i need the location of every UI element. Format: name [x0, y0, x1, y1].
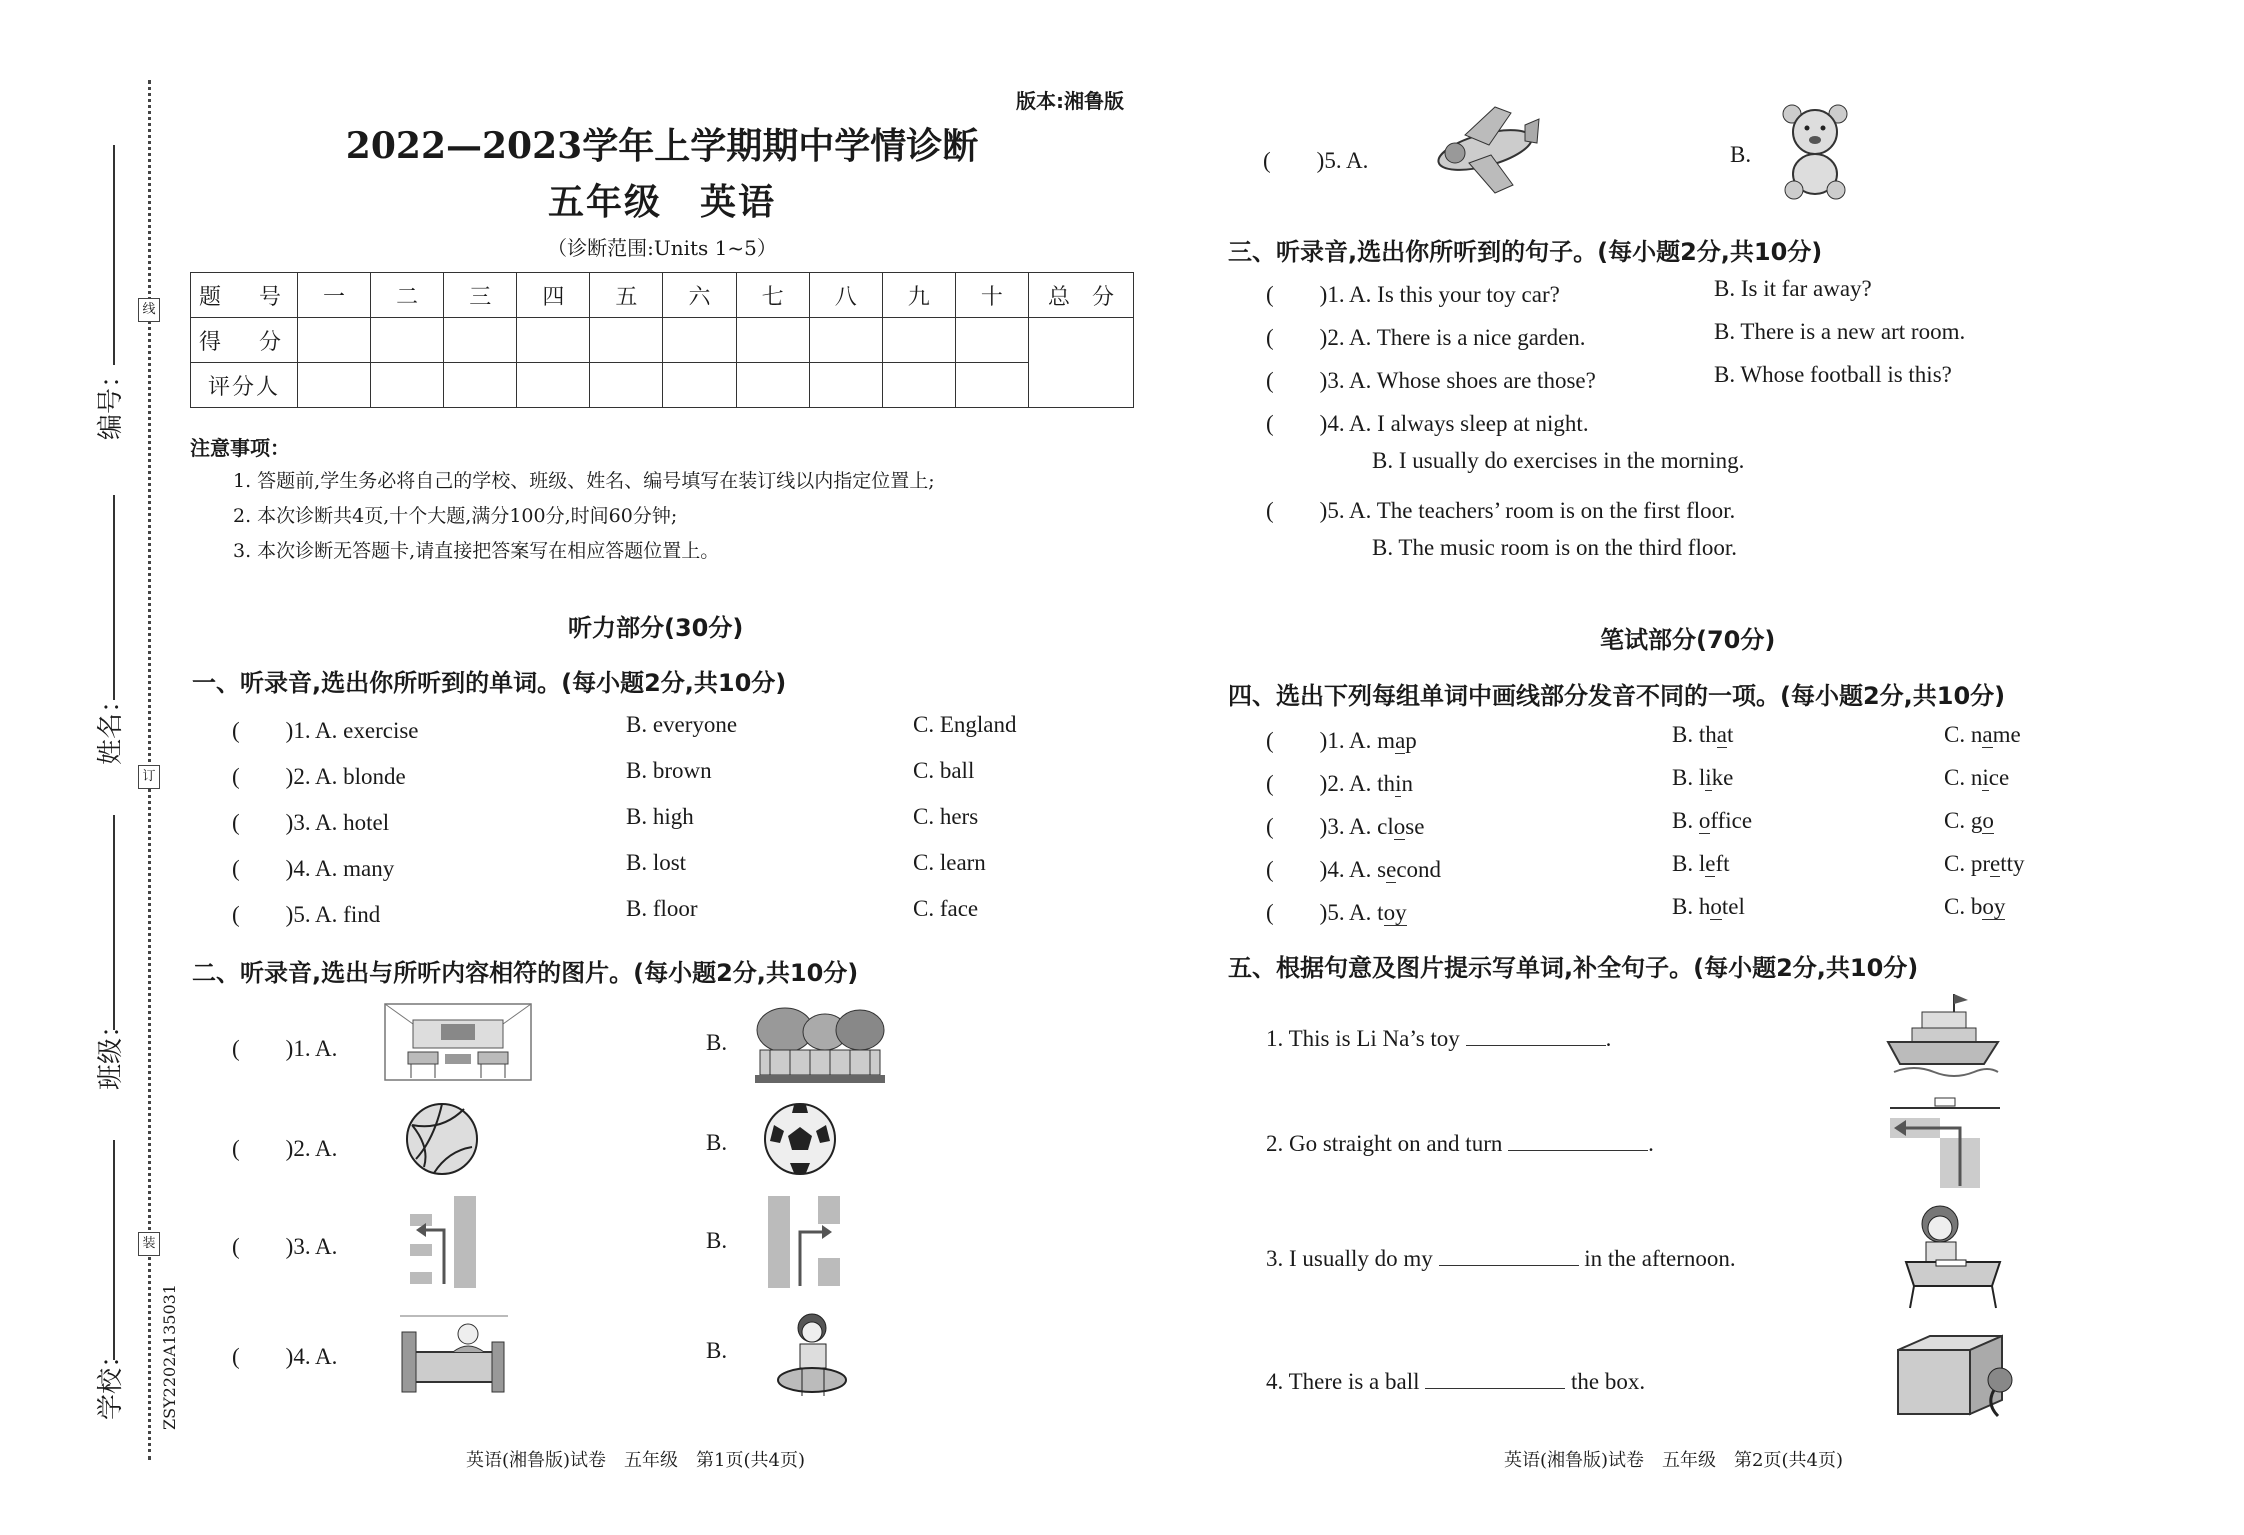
s3-item-5-b: B. The music room is on the third floor. — [1372, 535, 1737, 560]
s3-item-3-b: B. Whose football is this? — [1714, 362, 1952, 387]
s1-item-1-a: ( )1. A. exercise — [232, 718, 419, 743]
listening-part-title: 听力部分(30分) — [568, 614, 744, 642]
s5-item-2: 2. Go straight on and turn . — [1266, 1131, 1654, 1156]
exam-subtitle: 五年级 英语 — [547, 181, 776, 223]
number-field[interactable] — [113, 145, 115, 365]
section5-heading: 五、根据句意及图片提示写单词,补全句子。(每小题2分,共10分) — [1228, 954, 1919, 982]
grader-cell[interactable] — [517, 363, 590, 408]
garden-picture — [750, 1000, 890, 1085]
s4-item-1-a: ( )1. A. map — [1266, 728, 1417, 753]
section1-heading: 一、听录音,选出你所听到的单词。(每小题2分,共10分) — [192, 669, 787, 697]
s1-item-5-a: ( )5. A. find — [232, 902, 381, 927]
s4-item-5-c: C. boy — [1944, 894, 2006, 919]
box-with-ball-picture — [1890, 1330, 2020, 1422]
score-head-cell: 总 分 — [1029, 273, 1134, 318]
s1-item-5-b: B. floor — [626, 896, 698, 921]
grader-cell[interactable] — [809, 363, 882, 408]
class-label: 班级： — [96, 1011, 126, 1090]
grader-row-label: 评分人 — [191, 363, 298, 408]
number-label: 编号： — [96, 361, 126, 440]
score-cell[interactable] — [371, 318, 444, 363]
notes-title: 注意事项： — [190, 436, 290, 460]
score-head-cell: 九 — [882, 273, 955, 318]
s3-item-4-a: ( )4. A. I always sleep at night. — [1266, 411, 1589, 436]
score-head-cell: 题 号 — [191, 273, 298, 318]
s4-item-5-a: ( )5. A. toy — [1266, 900, 1407, 925]
s1-item-1-c: C. England — [913, 712, 1017, 737]
score-cell[interactable] — [882, 318, 955, 363]
s4-item-3-c: C. go — [1944, 808, 1994, 833]
exam-scope: （诊断范围:Units 1~5） — [547, 236, 777, 260]
s5-item-4: 4. There is a ball the box. — [1266, 1369, 1646, 1394]
cut-mark-ding: 订 — [138, 765, 160, 789]
s2-item-2-b: B. — [706, 1130, 728, 1155]
s1-item-3-a: ( )3. A. hotel — [232, 810, 390, 835]
turn-right-sign-picture — [768, 1196, 843, 1288]
answer-blank[interactable] — [1439, 1245, 1579, 1266]
notes-block — [190, 432, 290, 461]
answer-blank[interactable] — [1508, 1130, 1648, 1151]
s4-item-5-b: B. hotel — [1672, 894, 1745, 919]
s2-item-3-a: ( )3. A. — [232, 1234, 338, 1259]
score-cell[interactable] — [517, 318, 590, 363]
s1-item-2-c: C. ball — [913, 758, 975, 783]
s2-item-1-a: ( )1. A. — [232, 1036, 338, 1061]
grader-row — [191, 363, 1134, 408]
score-row-label: 得 分 — [191, 318, 298, 363]
grader-cell[interactable] — [882, 363, 955, 408]
score-head-cell: 二 — [371, 273, 444, 318]
name-field[interactable] — [113, 495, 115, 700]
score-cell[interactable] — [663, 318, 736, 363]
s1-item-4-c: C. learn — [913, 850, 986, 875]
s2-item-5-b: B. — [1730, 142, 1752, 167]
s3-item-3-a: ( )3. A. Whose shoes are those? — [1266, 368, 1596, 393]
writing-part-title: 笔试部分(70分) — [1600, 626, 1776, 654]
s2-item-4-a: ( )4. A. — [232, 1344, 338, 1369]
s4-item-2-a: ( )2. A. thin — [1266, 771, 1413, 796]
s4-item-2-b: B. like — [1672, 765, 1734, 790]
grader-cell[interactable] — [736, 363, 809, 408]
score-head-cell: 三 — [444, 273, 517, 318]
toy-ship-picture — [1884, 992, 2002, 1082]
edition-label: 版本:湘鲁版 — [1016, 89, 1124, 113]
note-item: 2. 本次诊断共4页,十个大题,满分100分,时间60分钟; — [233, 505, 678, 527]
score-cell[interactable] — [809, 318, 882, 363]
s1-item-3-b: B. high — [626, 804, 694, 829]
s1-item-5-c: C. face — [913, 896, 979, 921]
s5-item-1: 1. This is Li Na’s toy . — [1266, 1026, 1612, 1051]
score-cell[interactable] — [298, 318, 371, 363]
boy-in-bed-picture — [398, 1312, 510, 1396]
s2-item-3-b: B. — [706, 1228, 728, 1253]
page2-footer: 英语(湘鲁版)试卷 五年级 第2页(共4页) — [1504, 1450, 1843, 1471]
boy-washing-picture — [772, 1310, 858, 1400]
score-head-cell: 四 — [517, 273, 590, 318]
note-item: 3. 本次诊断无答题卡,请直接把答案写在相应答题位置上。 — [233, 540, 720, 562]
grader-cell[interactable] — [371, 363, 444, 408]
score-head-cell: 十 — [955, 273, 1028, 318]
note-item: 1. 答题前,学生务必将自己的学校、班级、姓名、编号填写在装订线以内指定位置上; — [233, 470, 935, 492]
answer-blank[interactable] — [1425, 1368, 1565, 1389]
s2-item-4-b: B. — [706, 1338, 728, 1363]
s3-item-1-b: B. Is it far away? — [1714, 276, 1872, 301]
page1-footer: 英语(湘鲁版)试卷 五年级 第1页(共4页) — [466, 1450, 805, 1471]
answer-blank[interactable] — [1466, 1025, 1606, 1046]
section2-heading: 二、听录音,选出与所听内容相符的图片。(每小题2分,共10分) — [192, 959, 859, 987]
score-cell[interactable] — [444, 318, 517, 363]
section4-heading: 四、选出下列每组单词中画线部分发音不同的一项。(每小题2分,共10分) — [1228, 682, 2006, 710]
name-label: 姓名： — [96, 686, 126, 765]
s4-item-4-c: C. pretty — [1944, 851, 2025, 876]
volleyball-picture — [404, 1101, 480, 1177]
s4-item-2-c: C. nice — [1944, 765, 2010, 790]
s1-item-2-a: ( )2. A. blonde — [232, 764, 406, 789]
s1-item-3-c: C. hers — [913, 804, 979, 829]
score-row — [191, 318, 1134, 363]
s4-item-3-b: B. office — [1672, 808, 1753, 833]
s2-item-2-a: ( )2. A. — [232, 1136, 338, 1161]
s4-item-3-a: ( )3. A. close — [1266, 814, 1425, 839]
s2-item-1-b: B. — [706, 1030, 728, 1055]
exam-title: 2022—2023学年上学期期中学情诊断 — [345, 125, 979, 167]
s3-item-1-a: ( )1. A. Is this your toy car? — [1266, 282, 1560, 307]
section3-heading: 三、听录音,选出你所听到的句子。(每小题2分,共10分) — [1228, 238, 1823, 266]
turn-left-road-picture — [1890, 1098, 2000, 1190]
s1-item-4-b: B. lost — [626, 850, 687, 875]
grader-cell[interactable] — [663, 363, 736, 408]
s1-item-2-b: B. brown — [626, 758, 712, 783]
s5-item-3: 3. I usually do my in the afternoon. — [1266, 1246, 1736, 1271]
score-head-cell: 五 — [590, 273, 663, 318]
cut-mark-zhuang: 装 — [138, 1232, 160, 1256]
s1-item-1-b: B. everyone — [626, 712, 738, 737]
s1-item-4-a: ( )4. A. many — [232, 856, 395, 881]
total-score-cell[interactable] — [1029, 318, 1134, 408]
score-cell[interactable] — [736, 318, 809, 363]
school-field[interactable] — [113, 1140, 115, 1360]
grader-cell[interactable] — [444, 363, 517, 408]
s2-item-5-a: ( )5. A. — [1263, 148, 1369, 173]
s3-item-2-a: ( )2. A. There is a nice garden. — [1266, 325, 1586, 350]
s4-item-1-b: B. that — [1672, 722, 1734, 747]
grader-cell[interactable] — [590, 363, 663, 408]
s3-item-4-b: B. I usually do exercises in the morning. — [1372, 448, 1745, 473]
classroom-picture — [383, 1002, 533, 1082]
grader-cell[interactable] — [955, 363, 1028, 408]
s4-item-4-a: ( )4. A. second — [1266, 857, 1442, 882]
score-cell[interactable] — [590, 318, 663, 363]
turn-left-sign-picture — [410, 1196, 485, 1288]
cut-mark-xian: 线 — [138, 298, 160, 322]
toy-plane-picture — [1425, 105, 1545, 195]
s4-item-4-b: B. left — [1672, 851, 1730, 876]
score-head-cell: 一 — [298, 273, 371, 318]
score-head-cell: 八 — [809, 273, 882, 318]
paper-code: ZSY2202A135031 — [160, 1284, 179, 1430]
score-head-cell: 六 — [663, 273, 736, 318]
score-head-cell: 七 — [736, 273, 809, 318]
s3-item-2-b: B. There is a new art room. — [1714, 319, 1966, 344]
football-picture — [762, 1101, 838, 1177]
score-cell[interactable] — [955, 318, 1028, 363]
s4-item-1-c: C. name — [1944, 722, 2021, 747]
grader-cell[interactable] — [298, 363, 371, 408]
s3-item-5-a: ( )5. A. The teachers’ room is on the first floor. — [1266, 498, 1736, 523]
score-table — [190, 272, 1134, 408]
teddy-bear-picture — [1780, 102, 1850, 200]
class-field[interactable] — [113, 815, 115, 1030]
school-label: 学校： — [96, 1341, 126, 1420]
girl-homework-picture — [1896, 1202, 2008, 1312]
score-table-head-row — [191, 273, 1134, 318]
